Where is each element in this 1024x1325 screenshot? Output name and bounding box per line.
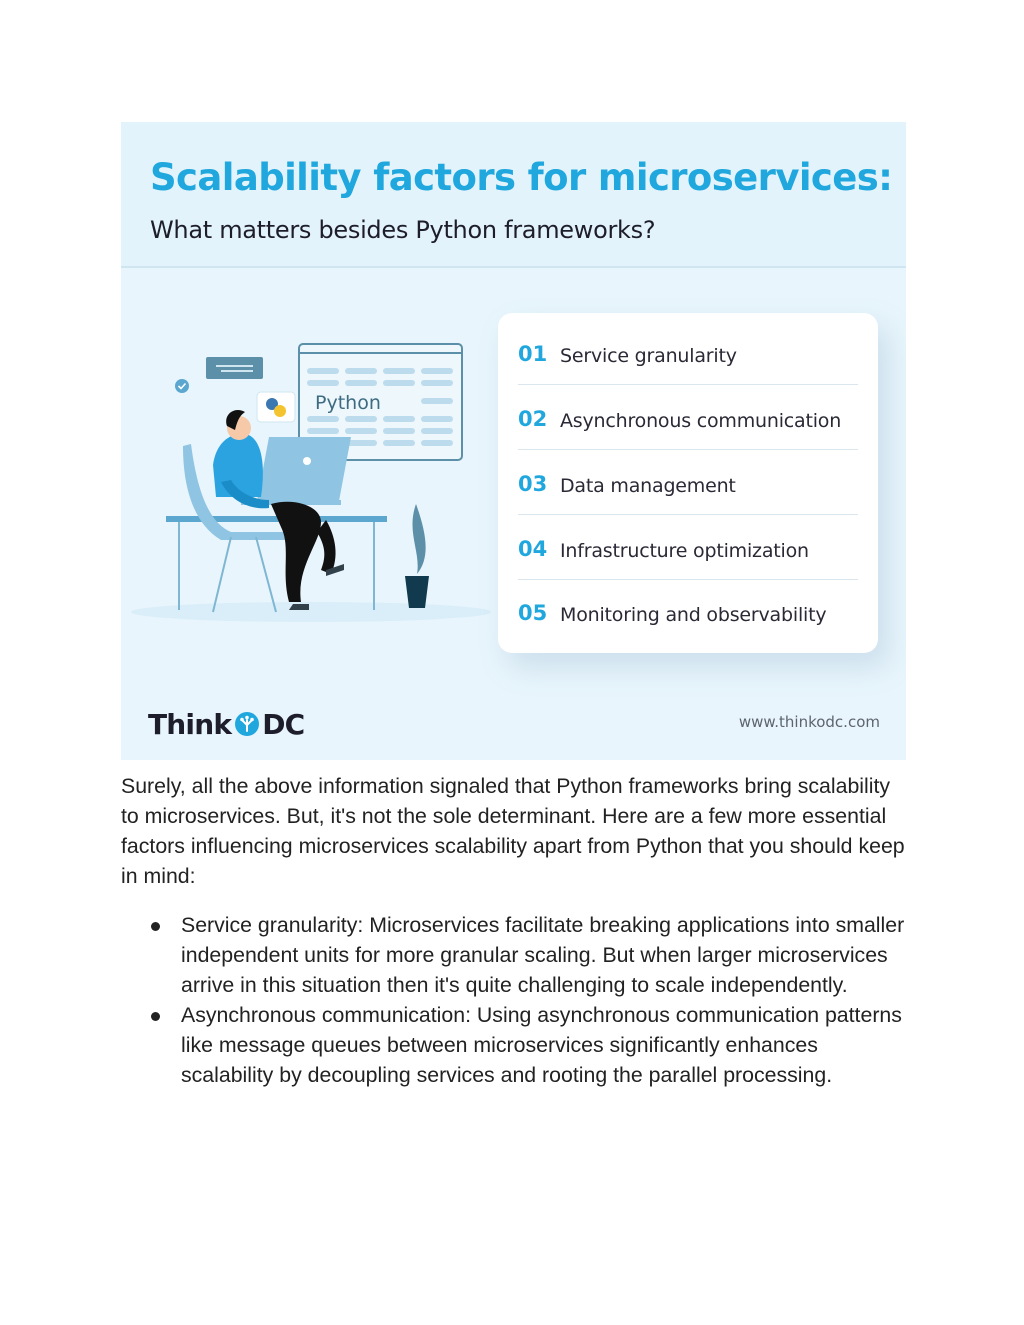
thinkodc-logo [148, 707, 304, 741]
laptop-icon [257, 437, 351, 501]
logo-text-right: DC [262, 707, 305, 741]
factor-number: 02 [518, 407, 548, 431]
intro-paragraph: Surely, all the above information signaled that Python frameworks bring scalability to microservices. But, it's not the sole determinant. Here are a few more essential factors influencing microservices scalability apart from Python that you should keep in mind: [121, 774, 905, 888]
plant-icon [412, 504, 425, 574]
website-url: www.thinkodc.com [738, 713, 880, 731]
tree-circle-icon [234, 711, 260, 737]
factors-card [498, 313, 878, 653]
bullet-icon [151, 1012, 160, 1021]
list-item [121, 1000, 911, 1090]
check-icon [175, 379, 189, 393]
factor-row [518, 579, 858, 644]
factor-label: Service granularity [560, 345, 737, 367]
list-item-text: Service granularity: Microservices facilitate breaking applications into smaller independent units for more granular scaling. But when larger microservices arrive in this situation then it's quite challenging to scale independently. [181, 913, 905, 997]
factor-label: Asynchronous communication [560, 410, 842, 432]
factor-label: Infrastructure optimization [560, 540, 809, 562]
infographic-header [121, 122, 906, 268]
factor-number: 05 [518, 601, 548, 625]
infographic-subtitle: What matters besides Python frameworks? [150, 216, 656, 244]
python-label: Python [315, 392, 381, 414]
factor-row [518, 320, 858, 385]
factor-row [518, 515, 858, 580]
bullet-icon [151, 922, 160, 931]
factors-list [121, 910, 911, 1090]
infographic-banner [121, 122, 906, 760]
list-item [121, 910, 911, 1000]
logo-text-left: Think [148, 707, 232, 741]
note-icon [206, 357, 263, 379]
factor-number: 04 [518, 537, 548, 561]
factor-label: Monitoring and observability [560, 604, 827, 626]
factor-label: Data management [560, 475, 736, 497]
list-item-text: Asynchronous communication: Using asynchronous communication patterns like message queues between microservices significantly enhances scalability by decoupling services and rooting the parallel processing. [181, 1003, 902, 1087]
factor-number: 01 [518, 342, 548, 366]
developer-illustration [121, 322, 491, 632]
infographic-title: Scalability factors for microservices: [150, 156, 893, 199]
factor-row [518, 385, 858, 450]
factor-number: 03 [518, 472, 548, 496]
factor-row [518, 450, 858, 515]
